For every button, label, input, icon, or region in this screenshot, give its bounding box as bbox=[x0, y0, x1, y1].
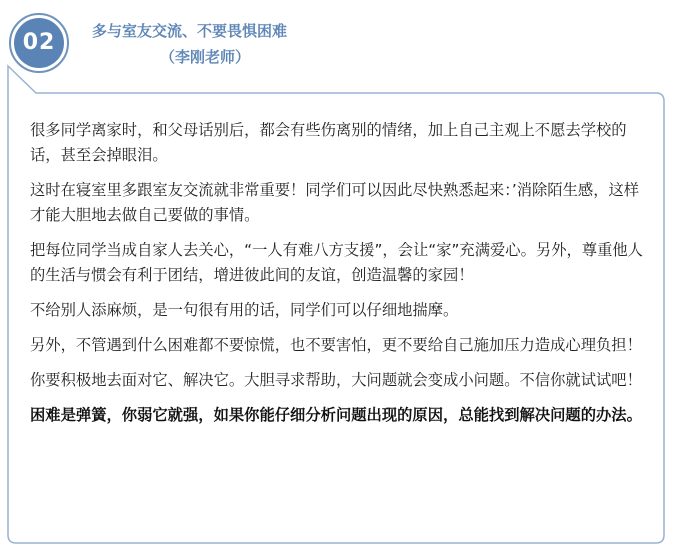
section-title: 多与室友交流、不要畏惧困难 bbox=[92, 22, 288, 40]
conclusion-paragraph: 困难是弹簧，你弱它就强，如果你能仔细分析问题出现的原因，总能找到解决问题的办法。 bbox=[30, 406, 642, 424]
paragraph: 很多同学离家时，和父母话别后，都会有些伤离别的情绪，加上自己主观上不愿去学校的话，甚至会掉眼泪。 bbox=[30, 121, 627, 164]
paragraph: 把每位同学当成自家人去关心，“一人有难八方支援”，会让“家”充满爱心。另外，尊重他人的生活与惯会有利于团结，增进彼此间的友谊，创造温馨的家园！ bbox=[30, 241, 643, 284]
paragraph: 这时在寝室里多跟室友交流就非常重要！同学们可以因此尽快熟悉起来：’消除陌生感，这样才能大胆地去做自己要做的事情。 bbox=[30, 181, 640, 224]
paragraph: 你要积极地去面对它、解决它。大胆寻求帮助，大问题就会变成小问题。不信你就试试吧！ bbox=[30, 371, 642, 389]
paragraph: 不给别人添麻烦，是一句很有用的话，同学们可以仔细地揣摩。 bbox=[30, 301, 459, 319]
paragraph: 另外，不管遇到什么困难都不要惊慌，也不要害怕，更不要给自己施加压力造成心理负担！ bbox=[30, 336, 642, 354]
section-author: （李刚老师） bbox=[160, 48, 251, 66]
article-body bbox=[30, 118, 652, 438]
number-badge: 02 bbox=[14, 18, 64, 68]
